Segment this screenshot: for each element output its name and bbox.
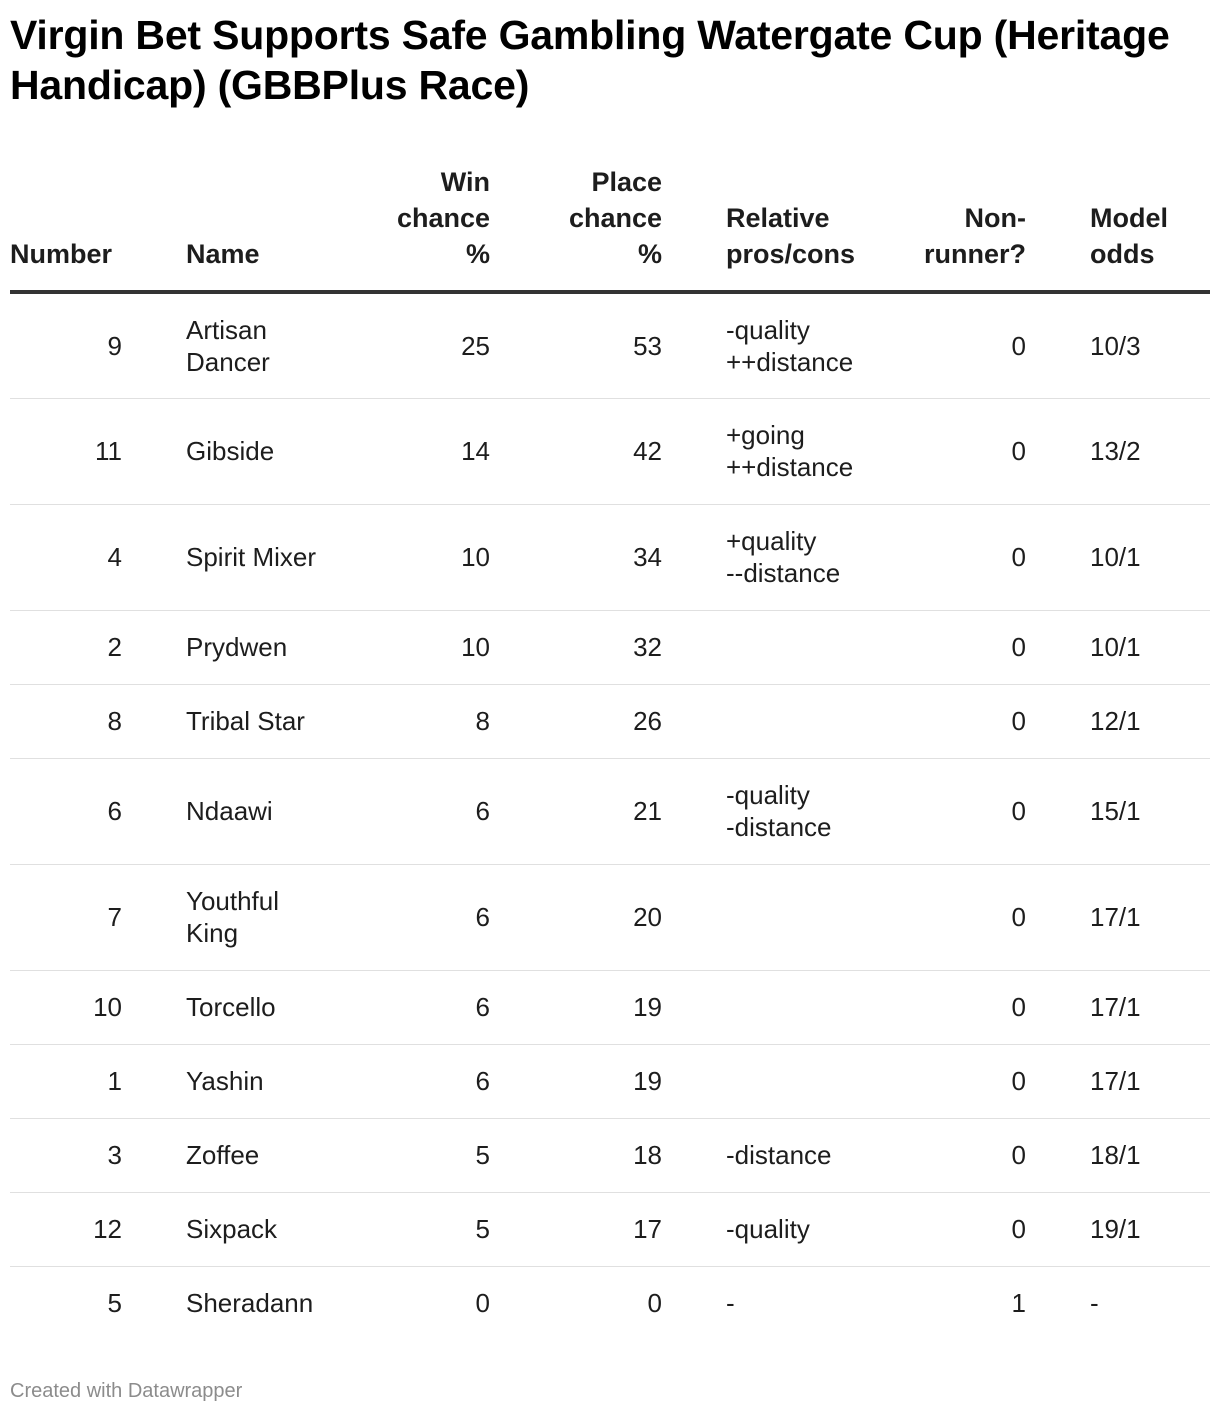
column-header-model-odds	[1026, 164, 1210, 292]
cell-spacer	[904, 684, 957, 758]
cell-non-runner: 0	[957, 684, 1026, 758]
cell-win-chance: 6	[336, 758, 490, 864]
cell-model-odds: 10/1	[1026, 504, 1210, 610]
cell-number: 12	[10, 1192, 122, 1266]
cell-spacer	[662, 398, 726, 504]
cell-number: 10	[10, 970, 122, 1044]
cell-spacer	[122, 1118, 186, 1192]
pros-cons-line: -distance	[726, 1140, 832, 1170]
cell-spacer	[904, 1044, 957, 1118]
horse-name: Youthful King	[186, 886, 280, 948]
cell-spacer	[904, 610, 957, 684]
pros-cons-line: -	[726, 1288, 735, 1319]
cell-place-chance: 17	[490, 1192, 662, 1266]
cell-non-runner: 0	[957, 610, 1026, 684]
cell-pros-cons	[726, 758, 904, 864]
table-row	[10, 1044, 1210, 1118]
cell-win-chance: 6	[336, 970, 490, 1044]
cell-non-runner: 0	[957, 1044, 1026, 1118]
pros-cons-line: -distance	[726, 812, 832, 842]
cell-win-chance: 8	[336, 684, 490, 758]
cell-place-chance: 26	[490, 684, 662, 758]
cell-model-odds: 12/1	[1026, 684, 1210, 758]
cell-name	[186, 1192, 336, 1266]
cell-win-chance: 10	[336, 504, 490, 610]
cell-spacer	[122, 864, 186, 970]
cell-spacer	[122, 292, 186, 398]
cell-place-chance: 19	[490, 1044, 662, 1118]
cell-non-runner: 0	[957, 758, 1026, 864]
table-body	[10, 292, 1210, 1340]
cell-pros-cons	[726, 1118, 904, 1192]
table-row	[10, 504, 1210, 610]
column-header-non-runner	[923, 164, 1026, 292]
win-chance-label: Win chance %	[396, 167, 490, 269]
cell-pros-cons	[726, 1266, 904, 1340]
cell-place-chance: 18	[490, 1118, 662, 1192]
cell-spacer	[904, 970, 957, 1044]
cell-pros-cons	[726, 1192, 904, 1266]
cell-name	[186, 1118, 336, 1192]
cell-non-runner: 0	[957, 970, 1026, 1044]
cell-spacer	[662, 864, 726, 970]
cell-spacer	[904, 864, 957, 970]
pros-cons-line: ++distance	[726, 452, 854, 482]
cell-number: 1	[10, 1044, 122, 1118]
header-spacer	[662, 164, 726, 292]
cell-name	[186, 1044, 336, 1118]
cell-spacer	[662, 684, 726, 758]
cell-pros-cons	[726, 504, 904, 610]
cell-non-runner: 0	[957, 398, 1026, 504]
cell-pros-cons	[726, 864, 904, 970]
cell-spacer	[122, 398, 186, 504]
table-row	[10, 610, 1210, 684]
cell-win-chance: 6	[336, 1044, 490, 1118]
cell-number: 6	[10, 758, 122, 864]
race-table	[10, 164, 1210, 1340]
cell-spacer	[662, 1192, 726, 1266]
horse-name: Sixpack	[186, 1214, 278, 1244]
cell-place-chance: 0	[647, 1288, 662, 1319]
cell-spacer	[904, 1266, 957, 1340]
cell-name	[186, 758, 336, 864]
column-header-name: Name	[186, 164, 336, 292]
table-row	[10, 970, 1210, 1044]
column-header-pros-cons	[726, 164, 904, 292]
cell-pros-cons	[726, 970, 904, 1044]
cell-name	[186, 610, 336, 684]
cell-name	[186, 864, 336, 970]
cell-pros-cons	[726, 292, 904, 398]
cell-model-odds: 17/1	[1026, 1044, 1210, 1118]
cell-non-runner: 0	[957, 292, 1026, 398]
attribution: Created with Datawrapper	[10, 1380, 243, 1402]
cell-place-chance: 42	[490, 398, 662, 504]
cell-model-odds: 17/1	[1026, 864, 1210, 970]
cell-spacer	[122, 970, 186, 1044]
table-row	[10, 292, 1210, 398]
cell-name	[186, 970, 336, 1044]
cell-number: 11	[10, 398, 122, 504]
cell-model-odds: 15/1	[1026, 758, 1210, 864]
cell-spacer	[662, 504, 726, 610]
cell-pros-cons	[726, 1044, 904, 1118]
cell-spacer	[122, 1044, 186, 1118]
column-header-win-chance	[336, 164, 490, 292]
pros-cons-label: Relative pros/cons	[726, 203, 856, 269]
cell-non-runner: 0	[957, 504, 1026, 610]
cell-name	[186, 684, 336, 758]
column-header-number: Number	[10, 164, 122, 292]
cell-number: 5	[107, 1288, 122, 1319]
cell-spacer	[662, 1118, 726, 1192]
table-row	[10, 1266, 1210, 1340]
cell-spacer	[904, 758, 957, 864]
cell-place-chance: 20	[490, 864, 662, 970]
horse-name: Artisan Dancer	[186, 314, 270, 377]
cell-model-odds: -	[1090, 1288, 1099, 1319]
cell-non-runner: 0	[957, 1118, 1026, 1192]
cell-number: 4	[10, 504, 122, 610]
horse-name: Prydwen	[186, 632, 288, 662]
cell-spacer	[122, 758, 186, 864]
cell-win-chance: 5	[336, 1192, 490, 1266]
table-row	[10, 684, 1210, 758]
cell-place-chance: 53	[490, 292, 662, 398]
cell-spacer	[662, 1044, 726, 1118]
cell-number: 7	[10, 864, 122, 970]
cell-spacer	[904, 504, 957, 610]
cell-spacer	[122, 610, 186, 684]
cell-spacer	[122, 1192, 186, 1266]
pros-cons-line: +going	[726, 420, 805, 450]
header-row	[10, 164, 1210, 292]
header-spacer	[122, 164, 186, 292]
cell-spacer	[662, 758, 726, 864]
cell-place-chance: 32	[490, 610, 662, 684]
model-odds-label: Model odds	[1090, 203, 1168, 269]
cell-name	[186, 504, 336, 610]
cell-spacer	[662, 610, 726, 684]
cell-non-runner: 0	[957, 1192, 1026, 1266]
horse-name: Ndaawi	[186, 796, 273, 826]
chart-title: Virgin Bet Supports Safe Gambling Watergate Cup (Heritage Handicap) (GBBPlus Race)	[10, 12, 1170, 108]
cell-spacer	[904, 292, 957, 398]
cell-number: 2	[10, 610, 122, 684]
cell-name	[186, 398, 336, 504]
horse-name: Tribal Star	[186, 706, 305, 736]
table-row	[10, 398, 1210, 504]
table-row	[10, 758, 1210, 864]
horse-name: Zoffee	[186, 1140, 260, 1170]
cell-pros-cons	[726, 684, 904, 758]
cell-model-odds: 10/1	[1026, 610, 1210, 684]
cell-model-odds: 18/1	[1026, 1118, 1210, 1192]
cell-spacer	[904, 398, 957, 504]
cell-model-odds: 19/1	[1026, 1192, 1210, 1266]
cell-spacer	[122, 684, 186, 758]
cell-pros-cons	[726, 610, 904, 684]
place-chance-label: Place chance %	[568, 167, 662, 269]
cell-spacer	[662, 292, 726, 398]
horse-name: Gibside	[186, 436, 275, 466]
cell-win-chance: 6	[336, 864, 490, 970]
cell-number: 9	[10, 292, 122, 398]
cell-pros-cons	[726, 398, 904, 504]
horse-name: Spirit Mixer	[186, 542, 317, 572]
cell-non-runner: 0	[957, 864, 1026, 970]
cell-name	[186, 1266, 336, 1340]
cell-name	[186, 292, 336, 398]
cell-place-chance: 34	[490, 504, 662, 610]
cell-spacer	[662, 970, 726, 1044]
cell-win-chance: 0	[475, 1288, 490, 1319]
cell-model-odds: 10/3	[1026, 292, 1210, 398]
pros-cons-line: -quality	[726, 1214, 810, 1244]
cell-spacer	[904, 1192, 957, 1266]
cell-non-runner: 1	[1011, 1288, 1026, 1319]
pros-cons-line: ++distance	[726, 346, 854, 377]
non-runner-label: Non-runner?	[923, 203, 1026, 269]
pros-cons-line: -quality	[726, 780, 810, 810]
table-row	[10, 864, 1210, 970]
table-row	[10, 1192, 1210, 1266]
cell-model-odds: 17/1	[1026, 970, 1210, 1044]
cell-spacer	[122, 1266, 186, 1340]
cell-spacer	[904, 1118, 957, 1192]
cell-model-odds: 13/2	[1026, 398, 1210, 504]
cell-number: 3	[10, 1118, 122, 1192]
cell-place-chance: 21	[490, 758, 662, 864]
cell-win-chance: 25	[336, 292, 490, 398]
cell-win-chance: 10	[336, 610, 490, 684]
cell-spacer	[122, 504, 186, 610]
cell-number: 8	[10, 684, 122, 758]
cell-spacer	[662, 1266, 726, 1340]
horse-name: Sheradann	[186, 1288, 314, 1319]
table-row	[10, 1118, 1210, 1192]
pros-cons-line: -quality	[726, 314, 810, 345]
pros-cons-line: +quality	[726, 526, 817, 556]
horse-name: Torcello	[186, 992, 276, 1022]
cell-win-chance: 5	[336, 1118, 490, 1192]
horse-name: Yashin	[186, 1066, 264, 1096]
column-header-place-chance	[490, 164, 662, 292]
pros-cons-line: --distance	[726, 558, 841, 588]
cell-place-chance: 19	[490, 970, 662, 1044]
cell-win-chance: 14	[336, 398, 490, 504]
